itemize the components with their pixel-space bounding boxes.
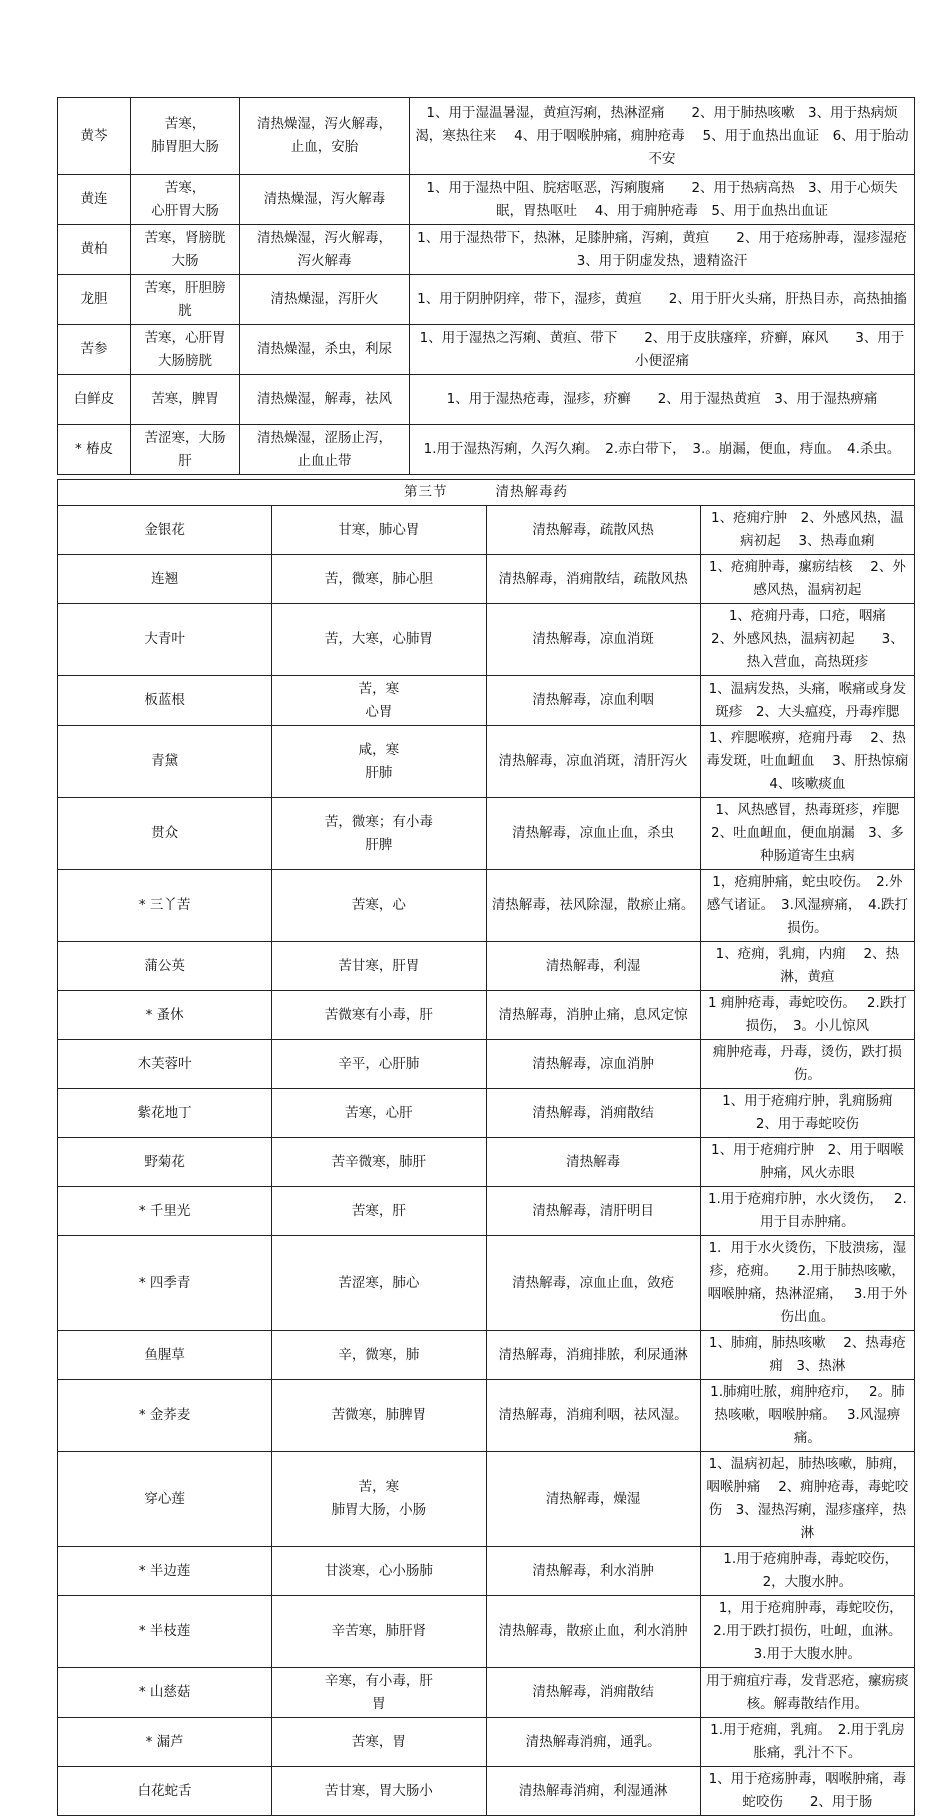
efficacy-cell: 清热解毒，疏散风热 [486, 506, 700, 555]
property-cell: 苦寒，心肝胃 大肠膀胱 [131, 325, 240, 375]
herb-name-cell: 大青叶 [58, 604, 272, 676]
indications-cell: 1、温病发热，头痛，喉痛或身发斑疹 2、大头瘟疫，丹毒痄腮 [700, 676, 914, 726]
section-row [58, 480, 915, 506]
table-row [58, 1089, 915, 1138]
herb-name-cell: 贯众 [58, 798, 272, 870]
table-row [58, 1547, 915, 1596]
table-row [58, 98, 915, 175]
indications-cell: 1、疮痈疔肿 2、外感风热，温病初起 3、热毒血痢 [700, 506, 914, 555]
indications-cell: 痈肿疮毒，丹毒，烫伤，跌打损伤。 [700, 1040, 914, 1089]
efficacy-cell: 清热燥湿，泻火解毒 [240, 175, 410, 225]
indications-cell: 1、温病初起，肺热咳嗽，肺痈，咽喉肿痛 2、痈肿疮毒，毒蛇咬伤 3、湿热泻痢，湿疹瘙痒，热淋 [700, 1452, 914, 1547]
table-row [58, 275, 915, 325]
table-row [58, 1187, 915, 1236]
herb-name-cell: * 四季青 [58, 1236, 272, 1331]
efficacy-cell: 清热解毒 [486, 1138, 700, 1187]
property-cell: 辛寒，有小毒，肝 胃 [272, 1668, 486, 1718]
indications-cell: 1、痄腮喉痹，疮痈丹毒 2、热毒发斑，吐血衄血 3、肝热惊痫 4、咳嗽痰血 [700, 726, 914, 798]
table-row [58, 1452, 915, 1547]
herb-name-cell: 龙胆 [58, 275, 131, 325]
herb-name-cell: 蒲公英 [58, 942, 272, 991]
table-row [58, 1718, 915, 1767]
herb-name-cell: 苦参 [58, 325, 131, 375]
efficacy-cell: 清热解毒，凉血利咽 [486, 676, 700, 726]
herb-name-cell: * 山慈菇 [58, 1668, 272, 1718]
table-row [58, 676, 915, 726]
table-row [58, 506, 915, 555]
indications-cell: 1、用于湿温暑湿，黄疸泻痢，热淋涩痛 2、用于肺热咳嗽 3、用于热病烦渴，寒热往来 4、用于咽喉肿痛，痈肿疮毒 5、用于血热出血证 6、用于胎动不安 [410, 98, 915, 175]
property-cell: 苦涩寒，肺心 [272, 1236, 486, 1331]
indications-cell: 1，用于疮痈肿毒，毒蛇咬伤， 2.用于跌打损伤，吐衄，血淋。 3.用于大腹水肿。 [700, 1596, 914, 1668]
efficacy-cell: 清热解毒，凉血消肿 [486, 1040, 700, 1089]
efficacy-cell: 清热解毒，消痈散结 [486, 1668, 700, 1718]
table-row [58, 1331, 915, 1380]
table-row [58, 798, 915, 870]
efficacy-cell: 清热解毒，祛风除湿，散瘀止痛。 [486, 870, 700, 942]
property-cell: 辛平，心肝肺 [272, 1040, 486, 1089]
herb-name-cell: 金银花 [58, 506, 272, 555]
property-cell: 苦寒，肝胆膀 胱 [131, 275, 240, 325]
efficacy-cell: 清热解毒，燥湿 [486, 1452, 700, 1547]
efficacy-cell: 清热燥湿，解毒，祛风 [240, 375, 410, 425]
herb-name-cell: 白花蛇舌 [58, 1767, 272, 1816]
indications-cell: 1.用于疮痈肿毒，毒蛇咬伤， 2，大腹水肿。 [700, 1547, 914, 1596]
herb-name-cell: 板蓝根 [58, 676, 272, 726]
property-cell: 苦微寒，肺脾胃 [272, 1380, 486, 1452]
efficacy-cell: 清热解毒，消痈利咽，祛风湿。 [486, 1380, 700, 1452]
herb-name-cell: 连翘 [58, 555, 272, 604]
property-cell: 苦寒， 肺胃胆大肠 [131, 98, 240, 175]
indications-cell: 1.用于疮痈，乳痈。 2.用于乳房胀痛，乳汁不下。 [700, 1718, 914, 1767]
indications-cell: 1、肺痈，肺热咳嗽 2、热毒疮痈 3、热淋 [700, 1331, 914, 1380]
herb-name-cell: 黄柏 [58, 225, 131, 275]
herb-table-detox [57, 479, 927, 1816]
property-cell: 苦，寒 肺胃大肠，小肠 [272, 1452, 486, 1547]
table-row [58, 991, 915, 1040]
herb-name-cell: * 半枝莲 [58, 1596, 272, 1668]
efficacy-cell: 清热解毒，消肿止痛，息风定惊 [486, 991, 700, 1040]
herb-name-cell: * 椿皮 [58, 425, 131, 475]
table-row [58, 604, 915, 676]
indications-cell: 1、疮痈，乳痈，内痈 2、热淋，黄疸 [700, 942, 914, 991]
table-row [58, 1380, 915, 1452]
herb-table-drying-dampness [57, 97, 921, 475]
herb-name-cell: * 金荞麦 [58, 1380, 272, 1452]
property-cell: 苦寒，脾胃 [131, 375, 240, 425]
section-heading [58, 480, 915, 506]
efficacy-cell: 清热解毒，散瘀止血，利水消肿 [486, 1596, 700, 1668]
table-row [58, 1040, 915, 1089]
indications-cell: 1、疮痈丹毒，口疮，咽痛 2、外感风热，温病初起 3、热入营血，高热斑疹 [700, 604, 914, 676]
indications-cell: 1、风热感冒，热毒斑疹，痄腮 2、吐血衄血，便血崩漏 3、多种肠道寄生虫病 [700, 798, 914, 870]
indications-cell: 1.用于湿热泻痢，久泻久痢。 2.赤白带下， 3.。崩漏，便血，痔血。 4.杀虫。 [410, 425, 915, 475]
indications-cell: 1，疮痈肿痛，蛇虫咬伤。 2.外感气诸证。 3.风湿痹痛， 4.跌打损伤。 [700, 870, 914, 942]
efficacy-cell: 清热解毒，消痈散结，疏散风热 [486, 555, 700, 604]
table-row [58, 942, 915, 991]
indications-cell: 1、用于疮痈疔肿，乳痈肠痈 2、用于毒蛇咬伤 [700, 1089, 914, 1138]
efficacy-cell: 清热解毒，凉血消斑，清肝泻火 [486, 726, 700, 798]
property-cell: 苦寒，肾膀胱 大肠 [131, 225, 240, 275]
efficacy-cell: 清热解毒，凉血止血，杀虫 [486, 798, 700, 870]
efficacy-cell: 清热解毒消痈，利湿通淋 [486, 1767, 700, 1816]
section-label: 第三节 [404, 484, 448, 500]
indications-cell: 1.用于疮痈疖肿，水火烫伤， 2.用于目赤肿痛。 [700, 1187, 914, 1236]
herb-name-cell: * 三丫苦 [58, 870, 272, 942]
efficacy-cell: 清热解毒，消痈散结 [486, 1089, 700, 1138]
table-row [58, 425, 915, 475]
property-cell: 苦寒，心肝 [272, 1089, 486, 1138]
table-row [58, 175, 915, 225]
table-row [58, 1236, 915, 1331]
property-cell: 甘寒，肺心胃 [272, 506, 486, 555]
property-cell: 苦寒，心 [272, 870, 486, 942]
table-row [58, 325, 915, 375]
herb-name-cell: * 漏芦 [58, 1718, 272, 1767]
efficacy-cell: 清热燥湿，涩肠止泻， 止血止带 [240, 425, 410, 475]
table-row [58, 225, 915, 275]
herb-name-cell: * 半边莲 [58, 1547, 272, 1596]
property-cell: 苦甘寒，胃大肠小 [272, 1767, 486, 1816]
table-row [58, 870, 915, 942]
herb-name-cell: 白鲜皮 [58, 375, 131, 425]
property-cell: 苦辛微寒，肺肝 [272, 1138, 486, 1187]
herb-name-cell: * 蚤休 [58, 991, 272, 1040]
herb-name-cell: 紫花地丁 [58, 1089, 272, 1138]
indications-cell: 1、用于湿热带下，热淋，足膝肿痛，泻痢，黄疸 2、用于疮疡肿毒，湿疹湿疮 3、用于阴虚发热，遗精盗汗 [410, 225, 915, 275]
efficacy-cell: 清热解毒，消痈排脓，利尿通淋 [486, 1331, 700, 1380]
herb-name-cell: 鱼腥草 [58, 1331, 272, 1380]
table-row [58, 555, 915, 604]
table-row [58, 1138, 915, 1187]
indications-cell: 1 痈肿疮毒，毒蛇咬伤。 2.跌打损伤， 3。小儿惊风 [700, 991, 914, 1040]
efficacy-cell: 清热燥湿，泻火解毒， 泻火解毒 [240, 225, 410, 275]
indications-cell: 用于痈疽疔毒，发背恶疮，瘰疬痰核。解毒散结作用。 [700, 1668, 914, 1718]
table-row [58, 1668, 915, 1718]
indications-cell: 1、用于湿热中阻、脘痞呕恶，泻痢腹痛 2、用于热病高热 3、用于心烦失眠，胃热呕吐 4、用于痈肿疮毒 5、用于血热出血证 [410, 175, 915, 225]
table-body [58, 98, 921, 475]
efficacy-cell: 清热解毒，利水消肿 [486, 1547, 700, 1596]
indications-cell: 1、疮痈肿毒，瘰疬结核 2、外感风热，温病初起 [700, 555, 914, 604]
table-row [58, 726, 915, 798]
indications-cell: 1.肺痈吐脓，痈肿疮疖， 2。肺热咳嗽，咽喉肿痛。 3.风湿痹痛。 [700, 1380, 914, 1452]
table-body [58, 480, 927, 1816]
efficacy-cell: 清热燥湿，泻肝火 [240, 275, 410, 325]
property-cell: 苦涩寒，大肠 肝 [131, 425, 240, 475]
herb-name-cell: 木芙蓉叶 [58, 1040, 272, 1089]
efficacy-cell: 清热解毒，凉血止血，敛疮 [486, 1236, 700, 1331]
property-cell: 辛苦寒，肺肝肾 [272, 1596, 486, 1668]
indications-cell: 1、用于湿热疮毒，湿疹，疥癣 2、用于湿热黄疸 3、用于湿热痹痛 [410, 375, 915, 425]
herb-name-cell: 黄芩 [58, 98, 131, 175]
indications-cell: 1．用于水火烫伤，下肢溃疡，湿疹，疮痈。 2.用于肺热咳嗽，咽喉肿痛，热淋涩痛， 3.用于外伤出血。 [700, 1236, 914, 1331]
table-row [58, 1767, 915, 1816]
property-cell: 苦，微寒，肺心胆 [272, 555, 486, 604]
section-title: 清热解毒药 [495, 484, 568, 500]
property-cell: 苦甘寒，肝胃 [272, 942, 486, 991]
property-cell: 苦，微寒；有小毒 肝脾 [272, 798, 486, 870]
herb-name-cell: 穿心莲 [58, 1452, 272, 1547]
property-cell: 苦寒，肝 [272, 1187, 486, 1236]
herb-name-cell: 黄连 [58, 175, 131, 225]
property-cell: 苦寒，胃 [272, 1718, 486, 1767]
efficacy-cell: 清热解毒，利湿 [486, 942, 700, 991]
herb-name-cell: 野菊花 [58, 1138, 272, 1187]
indications-cell: 1、用于湿热之泻痢、黄疸、带下 2、用于皮肤瘙痒，疥癣，麻风 3、用于小便涩痛 [410, 325, 915, 375]
property-cell: 苦寒， 心肝胃大肠 [131, 175, 240, 225]
property-cell: 辛，微寒，肺 [272, 1331, 486, 1380]
table-row [58, 375, 915, 425]
property-cell: 甘淡寒，心小肠肺 [272, 1547, 486, 1596]
efficacy-cell: 清热燥湿，泻火解毒， 止血，安胎 [240, 98, 410, 175]
efficacy-cell: 清热解毒消痈，通乳。 [486, 1718, 700, 1767]
indications-cell: 1、用于阴肿阴痒，带下，湿疹，黄疸 2、用于肝火头痛，肝热目赤，高热抽搐 [410, 275, 915, 325]
efficacy-cell: 清热燥湿，杀虫，利尿 [240, 325, 410, 375]
property-cell: 苦微寒有小毒，肝 [272, 991, 486, 1040]
efficacy-cell: 清热解毒，清肝明目 [486, 1187, 700, 1236]
indications-cell: 1、用于疮疡肿毒，咽喉肿痛，毒蛇咬伤 2、用于肠 [700, 1767, 914, 1816]
indications-cell: 1、用于疮痈疔肿 2、用于咽喉肿痛，风火赤眼 [700, 1138, 914, 1187]
efficacy-cell: 清热解毒，凉血消斑 [486, 604, 700, 676]
herb-name-cell: 青黛 [58, 726, 272, 798]
property-cell: 咸，寒 肝肺 [272, 726, 486, 798]
table-row [58, 1596, 915, 1668]
herb-name-cell: * 千里光 [58, 1187, 272, 1236]
property-cell: 苦，寒 心胃 [272, 676, 486, 726]
property-cell: 苦，大寒，心肺胃 [272, 604, 486, 676]
